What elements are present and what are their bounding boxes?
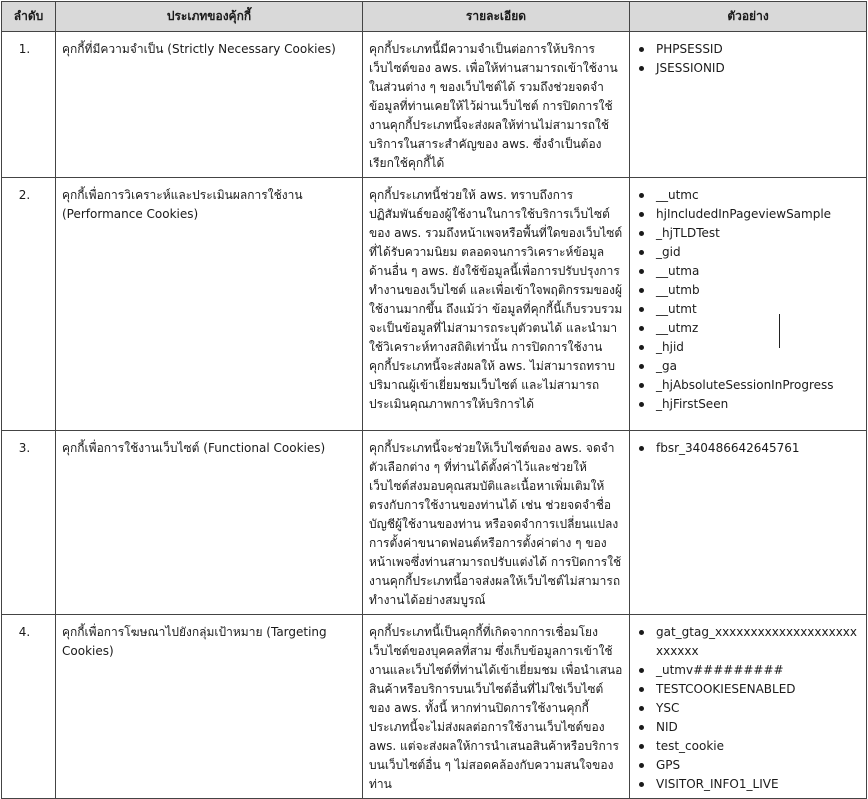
example-item: gat_gtag_xxxxxxxxxxxxxxxxxxxxxxxxxx <box>636 623 860 661</box>
example-item: _utmv######### <box>636 661 860 680</box>
example-list <box>636 186 860 414</box>
example-item: JSESSIONID <box>636 59 860 78</box>
cookie-examples <box>630 178 867 431</box>
text-cursor-line <box>779 314 780 348</box>
table-row <box>2 615 867 799</box>
example-item: fbsr_340486642645761 <box>636 439 860 458</box>
example-item: GPS <box>636 756 860 775</box>
example-item: __utmz <box>636 319 860 338</box>
cookie-detail: คุกกี้ประเภทนี้จะช่วยให้เว็บไซต์ของ aws. จดจำตัวเลือกต่าง ๆ ที่ท่านได้ตั้งค่าไว้และช่วยให้เว็บไซต์ส่งมอบคุณสมบัติและเนื้อหาเพิ่มเติมให้ตรงกับการใช้งานของท่านได้ เช่น ช่วยจดจำชื่อบัญชีผู้ใช้งานของท่าน หรือจดจำการเปลี่ยนแปลงการตั้งค่าขนาดฟอนต์หรือการตั้งค่าต่าง ๆ ของหน้าเพจซึ่งท่านสามารถปรับแต่งได้ การปิดการใช้งานคุกกี้ประเภทนี้อาจส่งผลให้เว็บไซต์ไม่สามารถทำงานได้อย่างสมบูรณ์ <box>363 431 630 615</box>
cookie-detail: คุกกี้ประเภทนี้เป็นคุกกี้ที่เกิดจากการเชื่อมโยงเว็บไซต์ของบุคคลที่สาม ซึ่งเก็บข้อมูลการเข้าใช้งานและเว็บไซต์ที่ท่านได้เข้าเยี่ยมชม เพื่อนำเสนอสินค้าหรือบริการบนเว็บไซต์อื่นที่ไม่ใช่เว็บไซต์ของ aws. ทั้งนี้ หากท่านปิดการใช้งานคุกกี้ประเภทนี้จะไม่ส่งผลต่อการใช้งานเว็บไซต์ของ aws. แต่จะส่งผลให้การนำเสนอสินค้าหรือบริการบนเว็บไซต์อื่น ๆ ไม่สอดคล้องกับความสนใจของท่าน <box>363 615 630 799</box>
example-item: __utmc <box>636 186 860 205</box>
example-item: _hjTLDTest <box>636 224 860 243</box>
example-item: __utmt <box>636 300 860 319</box>
header-details: รายละเอียด <box>363 2 630 32</box>
cookie-detail: คุกกี้ประเภทนี้มีความจำเป็นต่อการให้บริการเว็บไซต์ของ aws. เพื่อให้ท่านสามารถเข้าใช้งานในส่วนต่าง ๆ ของเว็บไซต์ได้ รวมถึงช่วยจดจำข้อมูลที่ท่านเคยให้ไว้ผ่านเว็บไซต์ การปิดการใช้งานคุกกี้ประเภทนี้จะส่งผลให้ท่านไม่สามารถใช้บริการในสาระสำคัญของ aws. ซึ่งจำเป็นต้องเรียกใช้คุกกี้ได้ <box>363 32 630 178</box>
cookie-type: คุกกี้เพื่อการโฆษณาไปยังกลุ่มเป้าหมาย (Targeting Cookies) <box>56 615 363 799</box>
cookie-detail: คุกกี้ประเภทนี้ช่วยให้ aws. ทราบถึงการปฏิสัมพันธ์ของผู้ใช้งานในการใช้บริการเว็บไซต์ของ aws. รวมถึงหน้าเพจหรือพื้นที่ใดของเว็บไซต์ที่ได้รับความนิยม ตลอดจนการวิเคราะห์ข้อมูลด้านอื่น ๆ aws. ยังใช้ข้อมูลนี้เพื่อการปรับปรุงการทำงานของเว็บไซต์ และเพื่อเข้าใจพฤติกรรมของผู้ใช้งานมากขึ้น ถึงแม้ว่า ข้อมูลที่คุกกี้นี้เก็บรวบรวมจะเป็นข้อมูลที่ไม่สามารถระบุตัวตนได้ และนำมาใช้วิเคราะห์ทางสถิติเท่านั้น การปิดการใช้งานคุกกี้ประเภทนี้จะส่งผลให้ aws. ไม่สามารถทราบปริมาณผู้เข้าเยี่ยมชมเว็บไซต์ และไม่สามารถประเมินคุณภาพการให้บริการได้ <box>363 178 630 431</box>
cookie-table <box>1 1 867 799</box>
example-item: _hjFirstSeen <box>636 395 860 414</box>
row-number: 1. <box>2 32 56 178</box>
table-row <box>2 32 867 178</box>
example-list <box>636 40 860 78</box>
example-item: __utma <box>636 262 860 281</box>
example-list <box>636 623 860 794</box>
cookie-type: คุกกี้เพื่อการวิเคราะห์และประเมินผลการใช้งาน (Performance Cookies) <box>56 178 363 431</box>
example-item: PHPSESSID <box>636 40 860 59</box>
example-item: _ga <box>636 357 860 376</box>
cookie-examples <box>630 431 867 615</box>
header-number: ลำดับ <box>2 2 56 32</box>
row-number: 4. <box>2 615 56 799</box>
example-list <box>636 439 860 458</box>
cookie-type: คุกกี้เพื่อการใช้งานเว็บไซต์ (Functional Cookies) <box>56 431 363 615</box>
header-examples: ตัวอย่าง <box>630 2 867 32</box>
cookie-examples <box>630 32 867 178</box>
example-item: test_cookie <box>636 737 860 756</box>
example-item: hjIncludedInPageviewSample <box>636 205 860 224</box>
example-item: __utmb <box>636 281 860 300</box>
row-number: 3. <box>2 431 56 615</box>
row-number: 2. <box>2 178 56 431</box>
example-item: _gid <box>636 243 860 262</box>
header-cookie-type: ประเภทของคุ้กกี้ <box>56 2 363 32</box>
example-item: TESTCOOKIESENABLED <box>636 680 860 699</box>
example-item: _hjid <box>636 338 860 357</box>
example-item: NID <box>636 718 860 737</box>
table-row <box>2 431 867 615</box>
cookie-examples <box>630 615 867 799</box>
table-row <box>2 178 867 431</box>
example-item: VISITOR_INFO1_LIVE <box>636 775 860 794</box>
cookie-type: คุกกี้ที่มีความจำเป็น (Strictly Necessary Cookies) <box>56 32 363 178</box>
example-item: YSC <box>636 699 860 718</box>
header-row <box>2 2 867 32</box>
example-item: _hjAbsoluteSessionInProgress <box>636 376 860 395</box>
